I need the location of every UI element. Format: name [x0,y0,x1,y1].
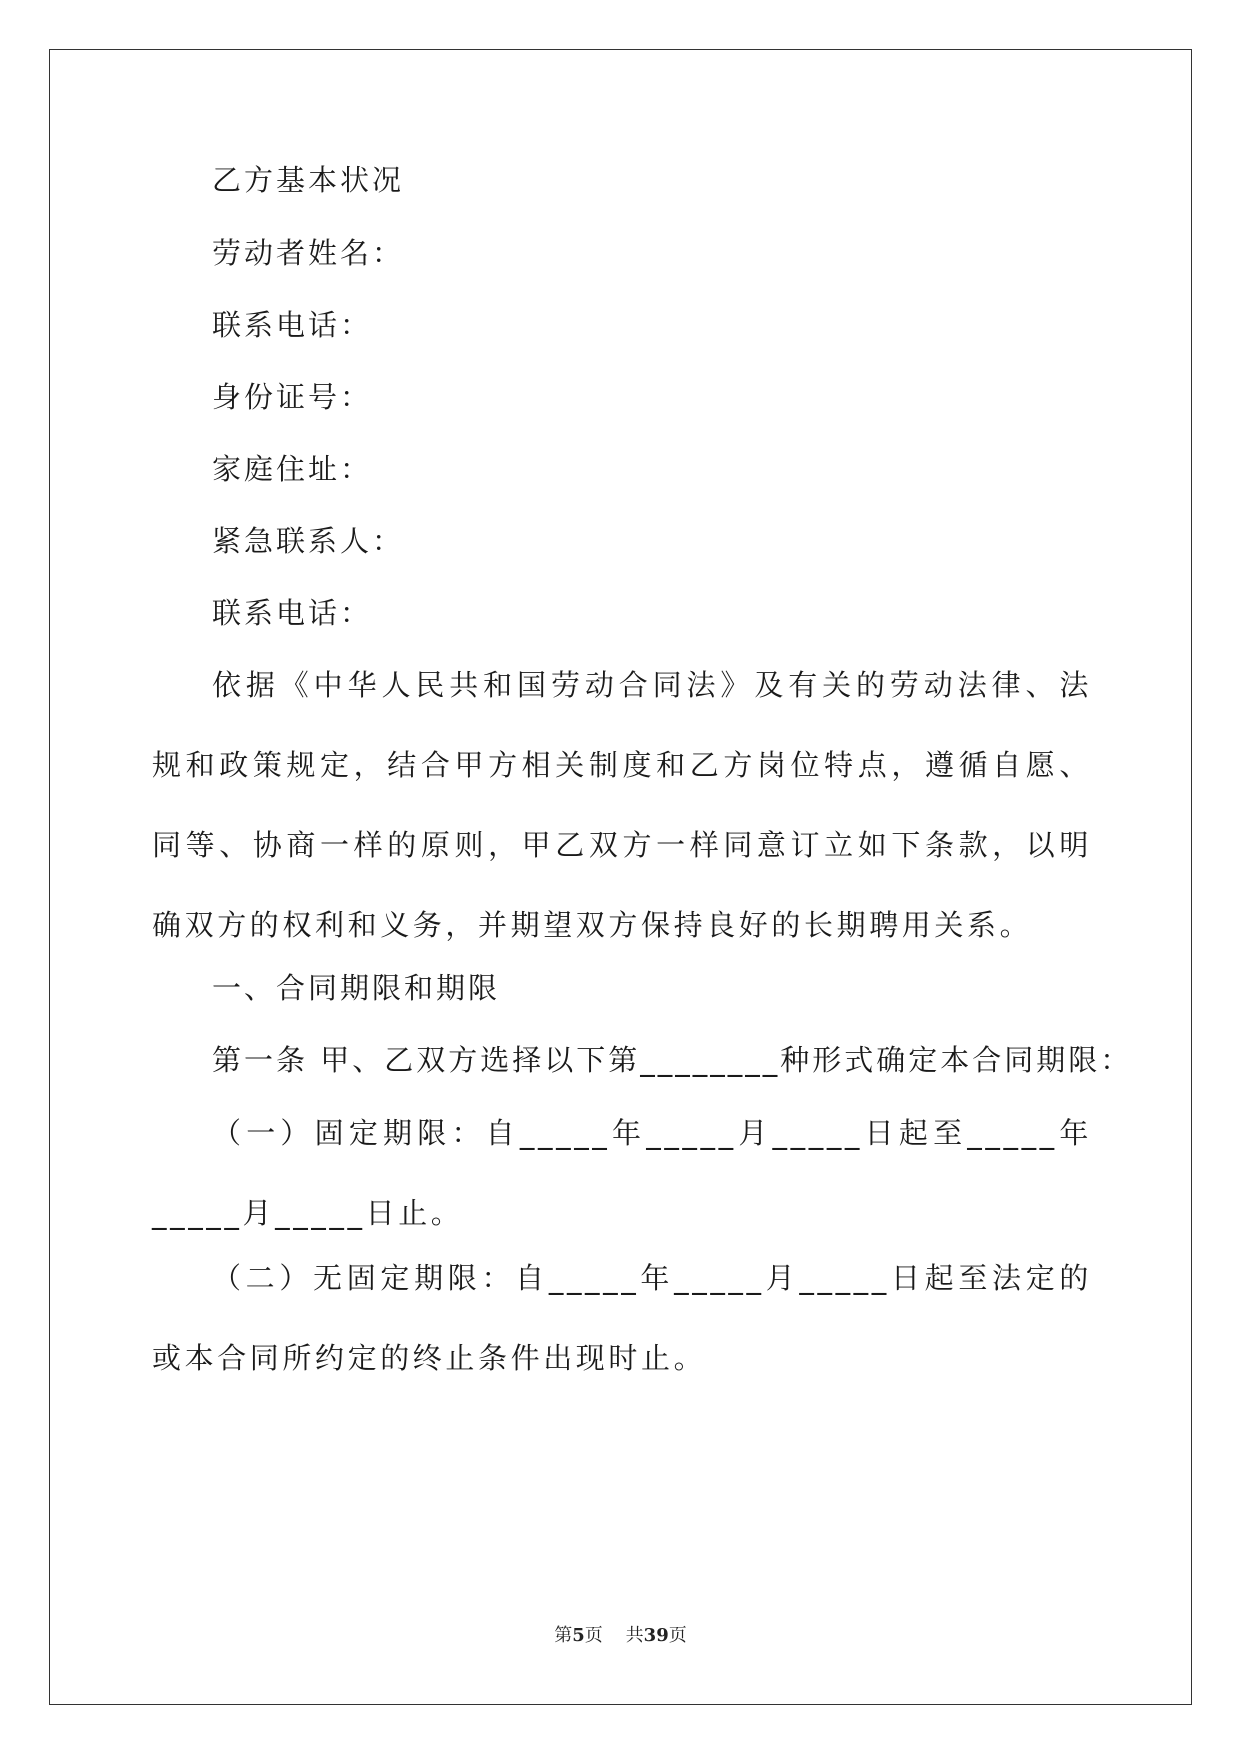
page-suffix: 页 [584,1625,603,1646]
page-prefix: 第 [554,1625,573,1646]
fixed-term-clause: （一）固定期限：自_____年_____月_____日起至_____年_____月_____日止。 [152,1116,1092,1230]
basis-paragraph: 依据《中华人民共和国劳动合同法》及有关的劳动法律、法规和政策规定，结合甲方相关制度和乙方岗位特点，遵循自愿、同等、协商一样的原则，甲乙双方一样同意订立如下条款，以明确双方的权利和义务，并期望双方保持良好的长期聘用关系。 [152,668,1092,942]
page-footer [0,1621,1241,1647]
emergency-contact-label: 紧急联系人： [212,524,405,558]
phone-label: 联系电话： [212,308,373,342]
total-prefix: 共 [625,1625,644,1646]
total-suffix: 页 [668,1625,687,1646]
open-term-clause: （二）无固定期限：自_____年_____月_____日起至法定的或本合同所约定的终止条件出现时止。 [152,1261,1092,1375]
worker-name-label: 劳动者姓名： [212,236,405,270]
section-heading: 一、合同期限和期限 [212,971,501,1005]
home-address-label: 家庭住址： [212,452,373,486]
party-b-heading: 乙方基本状况 [212,163,405,197]
total-pages: 39 [643,1625,669,1646]
id-number-label: 身份证号： [212,380,373,414]
article-1: 第一条 甲、乙双方选择以下第________种形式确定本合同期限： [212,1043,1133,1077]
emergency-phone-label: 联系电话： [212,596,373,630]
page-number: 5 [572,1625,585,1646]
